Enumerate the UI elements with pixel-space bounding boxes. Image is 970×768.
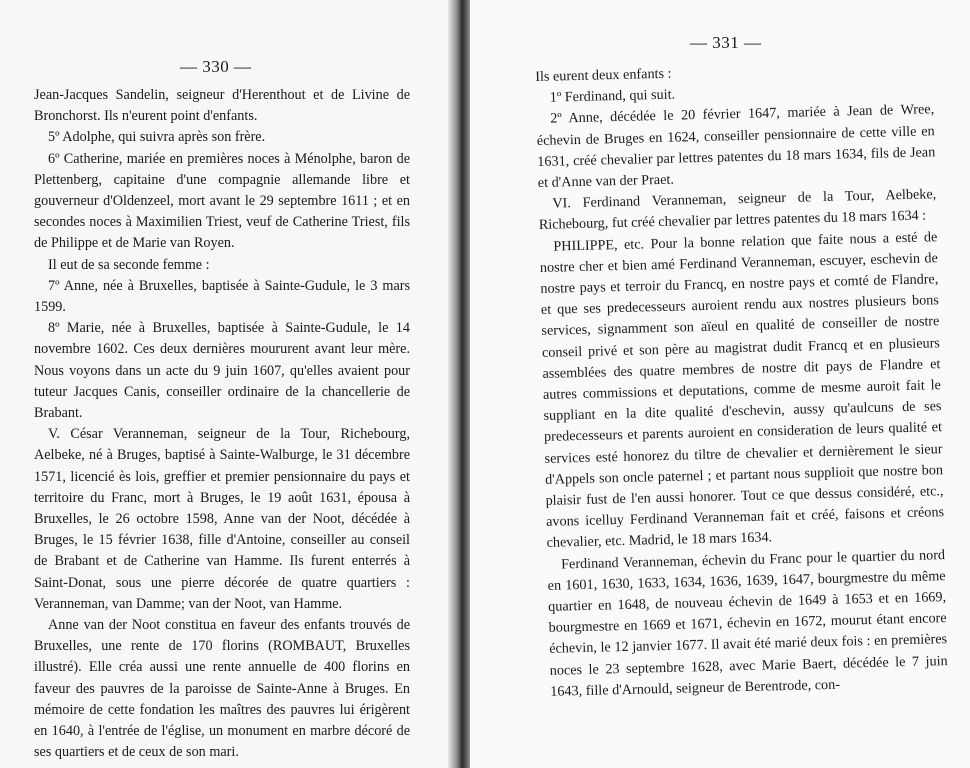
paragraph: Ils eurent deux enfants : [535,65,672,85]
left-page-text [34,85,410,764]
paragraph: 6º Catherine, mariée en premières noces à Ménolphe, baron de Plettenberg, capitaine d'une compagnie allemande libre et gouverneur d'Oldenzeel, mort avant le 29 septembre 1611 ; et en secondes noces à Maximilien Triest, veuf de Catherine Triest, fils de Philippe et de Marie van Royen. [34,150,410,252]
page-number-right: — 331 — [690,33,762,52]
paragraph: 1º Ferdinand, qui suit. [549,86,676,106]
paragraph: 5º Adolphe, qui suivra après son frère. [48,129,266,146]
paragraph: V. César Veranneman, seigneur de la Tour, Richebourg, Aelbeke, né à Bruges, baptisé à Sainte-Walburge, le 31 décembre 1571, licencié ès lois, greffier et premier pensionnaire du pays et territoire du Franc, mort à Bruges, le 19 août 1631, épousa à Bruxelles, le 26 octobre 1598, Anne van der Noot, décédée à Bruges, le 15 février 1638, fille d'Antoine, conseiller au conseil de Brabant et de Catherine van Hamme. Ils furent enterrés à Saint-Donat, sous une pierre décorée de quatre quartiers : Veranneman, van Damme; van der Noot, van Hamme. [34,426,410,612]
paragraph: 8º Marie, née à Bruxelles, baptisée à Sainte-Gudule, le 14 novembre 1602. Ces deux dernières moururent avant leur mère. Nous voyons dans un acte du 9 juin 1607, qu'elles avaient pour tuteur Jacques Canis, conseiller ordinaire de la chancellerie de Brabant. [34,320,410,422]
paragraph: Jean-Jacques Sandelin, seigneur d'Herenthout et de Livine de Bronchorst. Ils n'eurent point d'enfants. [34,87,410,125]
paragraph: Ferdinand Veranneman, échevin du Franc pour le quartier du nord en 1601, 1630, 1633, 1634, 1636, 1639, 1647, bourgmestre du même quartier en 1648, de nouveau échevin de 1649 à 1653 et en 1669, bourgmestre en 1669 et 1671, échevin en 1672, mourut étant encore échevin, le 12 janvier 1677. Il avait été marié deux fois : en premières noces le 23 septembre 1628, avec Marie Baert, décédée le 7 juin 1643, fille d'Arnould, seigneur de Berentrode, con- [547,546,948,700]
paragraph: PHILIPPE, etc. Pour la bonne relation que faite nous a esté de nostre cher et bien amé Ferdinand Veranneman, escuyer, eschevin de nostre pays et terroir du Francq, en nostre pays et comté de Flandre, et que ses predecesseurs auroient rendu aux nostres plusieurs bons services, signamment son aïeul en qualité de conseiller de nostre conseil privé et son père au magistrat dudit Francq et en plusieurs assemblées des quatre membres de nostre dit pays de Flandre et autres commissions et deputations, comme de mesme auroit fait le suppliant en la dite qualité d'eschevin, aussy qu'aulcuns de ses predecesseurs et parents auroient en consideration de leurs qualité et services esté honorez du tiltre de chevalier et dernièrement le sieur d'Appels son oncle paternel ; et partant nous supplioit que nostre bon plaisir fust de l'en aussi honorer. Tout ce que dessus considéré, etc., avons icelluy Ferdinand Veranneman fait et créé, faisons et créons chevalier, etc. Madrid, le 18 mars 1634. [539,228,945,552]
page-number-left: — 330 — [180,57,252,76]
left-page [0,0,458,768]
paragraph: 7º Anne, née à Bruxelles, baptisée à Sainte-Gudule, le 3 mars 1599. [34,277,410,316]
paragraph: 2º Anne, décédée le 20 février 1647, mariée à Jean de Wree, échevin de Bruges en 1624, conseiller pensionnaire de cette ville en 1631, créé chevalier par lettres patentes du 18 mars 1634, fils de Jean et d'Anne van der Praet. [536,101,936,191]
right-page-text [535,57,948,703]
paragraph: Anne van der Noot constitua en faveur des enfants trouvés de Bruxelles, une rente de 170 florins (ROMBAUT, Bruxelles illustré). Elle créa aussi une rente annuelle de 400 florins en faveur des pauvres de la paroisse de Sainte-Anne à Bruges. En mémoire de cette fondation les maîtres des pauvres lui érigèrent en 1640, à l'entrée de l'église, un monument en marbre décoré de ses quartiers et de ceux de son mari. [34,617,410,761]
paragraph: VI. Ferdinand Veranneman, seigneur de la Tour, Aelbeke, Richebourg, fut créé chevalier par lettres patentes du 18 mars 1634 : [538,186,937,234]
paragraph: Il eut de sa seconde femme : [48,256,210,273]
